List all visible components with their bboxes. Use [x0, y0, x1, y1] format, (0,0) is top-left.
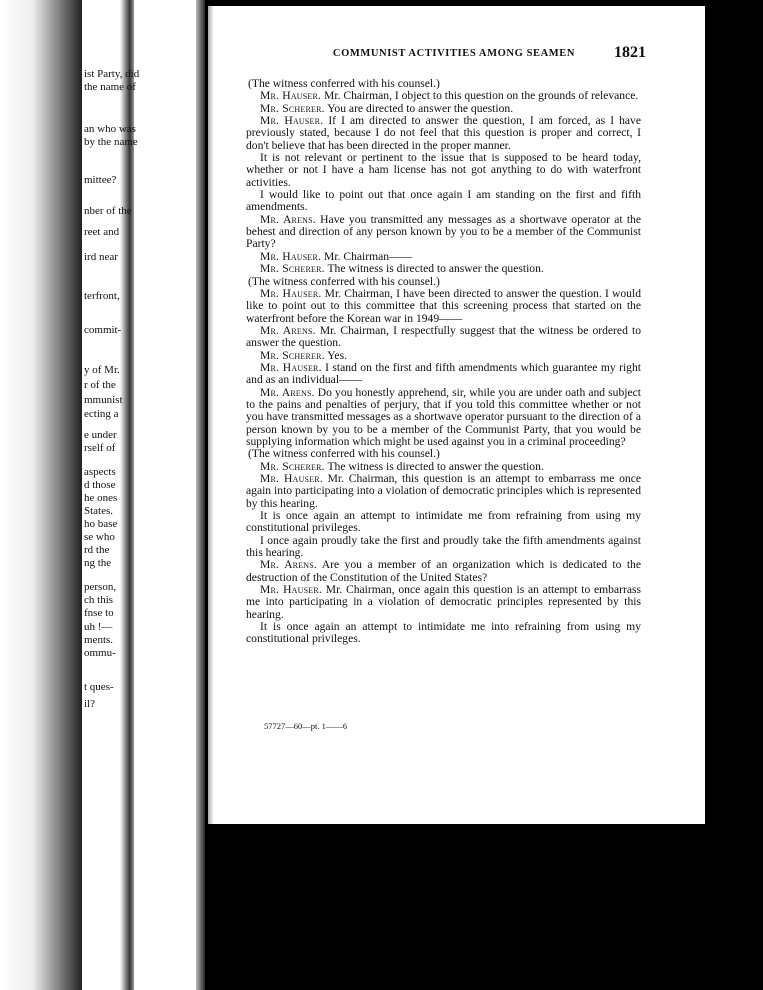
left-page-line: il? — [84, 698, 95, 710]
speaker-name: Mr. Scherer. — [260, 101, 325, 115]
left-page-line: person, — [84, 581, 117, 593]
speaker-name: Mr. Arens. — [260, 558, 318, 572]
speaker-name: Mr. Arens. — [260, 323, 316, 337]
paragraph-text: It is once again an attempt to intimidate me from refraining from using my constitutional privileges. — [246, 509, 641, 535]
paragraph-text: (The witness conferred with his counsel.) — [248, 274, 440, 288]
paragraph-text: Mr. Chairman, I have been directed to answer the question. I would like to point out to this committee that this screening process that started on the waterfront before the Korean war in 1949—— — [246, 286, 641, 325]
left-page-line: ments. — [84, 634, 114, 646]
transcript-paragraph — [246, 362, 641, 387]
paragraph-text: The witness is directed to answer the question. — [324, 459, 544, 473]
paragraph-text: Mr. Chairman, I respectfully suggest that the witness be ordered to answer the question. — [246, 323, 641, 350]
right-page — [208, 6, 705, 824]
speaker-name: Mr. Scherer. — [260, 262, 325, 276]
left-page-line: he ones — [84, 492, 118, 504]
speaker-name: Mr. Arens. — [260, 212, 316, 226]
speaker-name: Mr. Hauser. — [260, 89, 322, 103]
left-page-line: commit- — [84, 324, 122, 336]
transcript-paragraph — [246, 189, 641, 214]
left-page-line: terfront, — [84, 290, 120, 302]
running-head: COMMUNIST ACTIVITIES AMONG SEAMEN — [332, 48, 576, 59]
paragraph-text: I once again proudly take the first and proudly take the fifth amendments against this hearing. — [246, 533, 641, 560]
paragraph-text: Mr. Chairman, this question is an attempt to embarrass me once again into participating into a violation of democratic principles which is represented by this hearing. — [246, 472, 641, 510]
speaker-name: Mr. Hauser. — [260, 583, 323, 597]
left-page-line: se who — [84, 531, 115, 543]
transcript-paragraph — [246, 288, 641, 325]
left-page-line: an who was — [84, 123, 136, 135]
transcript-paragraph — [246, 559, 641, 584]
speaker-name: Mr. Hauser. — [260, 249, 322, 263]
speaker-name: Mr. Scherer. — [260, 459, 325, 473]
left-page-line: e under — [84, 429, 117, 441]
page-fold-shadow — [208, 6, 214, 824]
transcript-paragraph — [246, 152, 641, 189]
left-page-line: States. — [84, 505, 114, 517]
left-page-line: mittee? — [84, 174, 117, 186]
paragraph-text: Mr. Chairman, I object to this question on the grounds of relevance. — [321, 89, 639, 103]
left-page-line: y of Mr. — [84, 364, 120, 376]
left-page-line: ecting a — [84, 408, 119, 420]
left-page-line: t ques- — [84, 681, 114, 693]
speaker-name: Mr. Arens. — [260, 385, 315, 399]
paragraph-text: Have you transmitted any messages as a shortwave operator at the behest and direction of any person known by you to be a member of the Communist Party? — [246, 212, 642, 251]
transcript-paragraph — [246, 473, 641, 510]
speaker-name: Mr. Hauser. — [260, 360, 322, 374]
left-page-line: fnse to — [84, 607, 114, 619]
transcript-paragraph — [246, 115, 641, 152]
left-page-line: ho base — [84, 518, 118, 530]
speaker-name: Mr. Hauser. — [260, 286, 322, 300]
left-page-line: rself of — [84, 442, 116, 454]
paragraph-text: You are directed to answer the question. — [324, 101, 514, 115]
left-page-line: d those — [84, 479, 116, 491]
speaker-name: Mr. Hauser. — [260, 114, 324, 128]
paragraph-text: Are you a member of an organization which is dedicated to the destruction of the Constitution of the United States? — [246, 558, 642, 584]
left-page-line: ird near — [84, 251, 118, 263]
left-page-line: reet and — [84, 226, 120, 238]
paragraph-text: If I am directed to answer the question, I am forced, as I have previously stated, because I do not feel that this question is proper and correct, I don't believe that has been directed in the proper manner. — [246, 114, 642, 152]
paragraph-text: Mr. Chairman—— — [321, 249, 413, 263]
paragraph-text: The witness is directed to answer the question. — [324, 262, 544, 276]
speaker-name: Mr. Hauser. — [260, 472, 323, 485]
paragraph-text: Yes. — [324, 348, 347, 362]
left-page-line: ng the — [84, 557, 112, 569]
transcript-paragraph — [246, 214, 641, 251]
left-facing-page — [0, 0, 205, 990]
transcript-paragraph — [246, 584, 641, 621]
paragraph-text: I stand on the first and fifth amendments which guarantee my right and as an individual—— — [246, 360, 641, 387]
paragraph-text: (The witness conferred with his counsel.) — [248, 77, 440, 90]
paragraph-text: (The witness conferred with his counsel.) — [248, 447, 440, 461]
transcript-paragraph — [246, 621, 641, 646]
left-page-line: aspects — [84, 466, 116, 478]
paragraph-text: It is once again an attempt to intimidate me into refraining from using my constitutional privileges. — [246, 620, 641, 646]
left-page-line: ist Party, did — [84, 68, 140, 80]
transcript-paragraph — [246, 325, 641, 350]
left-page-line: nber of the — [84, 205, 132, 217]
left-page-line: ommu- — [84, 647, 116, 659]
left-page-line: the name of — [84, 81, 136, 93]
speaker-name: Mr. Scherer. — [260, 348, 325, 362]
left-page-line: uh !— — [84, 621, 113, 633]
transcript-paragraph — [246, 535, 641, 560]
printer-footer-note: 57727—60—pt. 1——6 — [264, 721, 348, 731]
paragraph-text: I would like to point out that once again I am standing on the first and fifth amendments. — [246, 188, 641, 214]
left-page-line: rd the — [84, 544, 110, 556]
hearing-transcript — [246, 78, 641, 646]
left-page-line: by the name — [84, 136, 138, 148]
page-edge-strip — [196, 0, 205, 990]
page-number: 1821 — [614, 44, 646, 61]
paragraph-text: It is not relevant or pertinent to the issue that is supposed to be heard today, whether or not I have a ham license has not got anything to do with waterfront activities. — [246, 151, 641, 189]
left-gutter-shadow — [0, 0, 82, 990]
paragraph-text: Do you honestly apprehend, sir, while you are under oath and subject to the pains and penalties of perjury, that if you told this committee whether or not you have transmitted messages as a shortwave operator pursuant to the direction of a person known by you to be a member of the Communist Party, that you would be supplying information which might be used against you in a criminal proceeding? — [246, 385, 642, 448]
transcript-paragraph — [246, 510, 641, 535]
left-page-line: r of the — [84, 379, 116, 391]
left-page-line: ch this — [84, 594, 114, 606]
transcript-paragraph — [246, 387, 641, 449]
paragraph-text: Mr. Chairman, once again this question is an attempt to embarrass me into participating in a violation of democratic principles represented by this hearing. — [246, 583, 642, 621]
left-page-line: mmunist — [84, 394, 123, 406]
dark-background-edge — [705, 0, 763, 990]
